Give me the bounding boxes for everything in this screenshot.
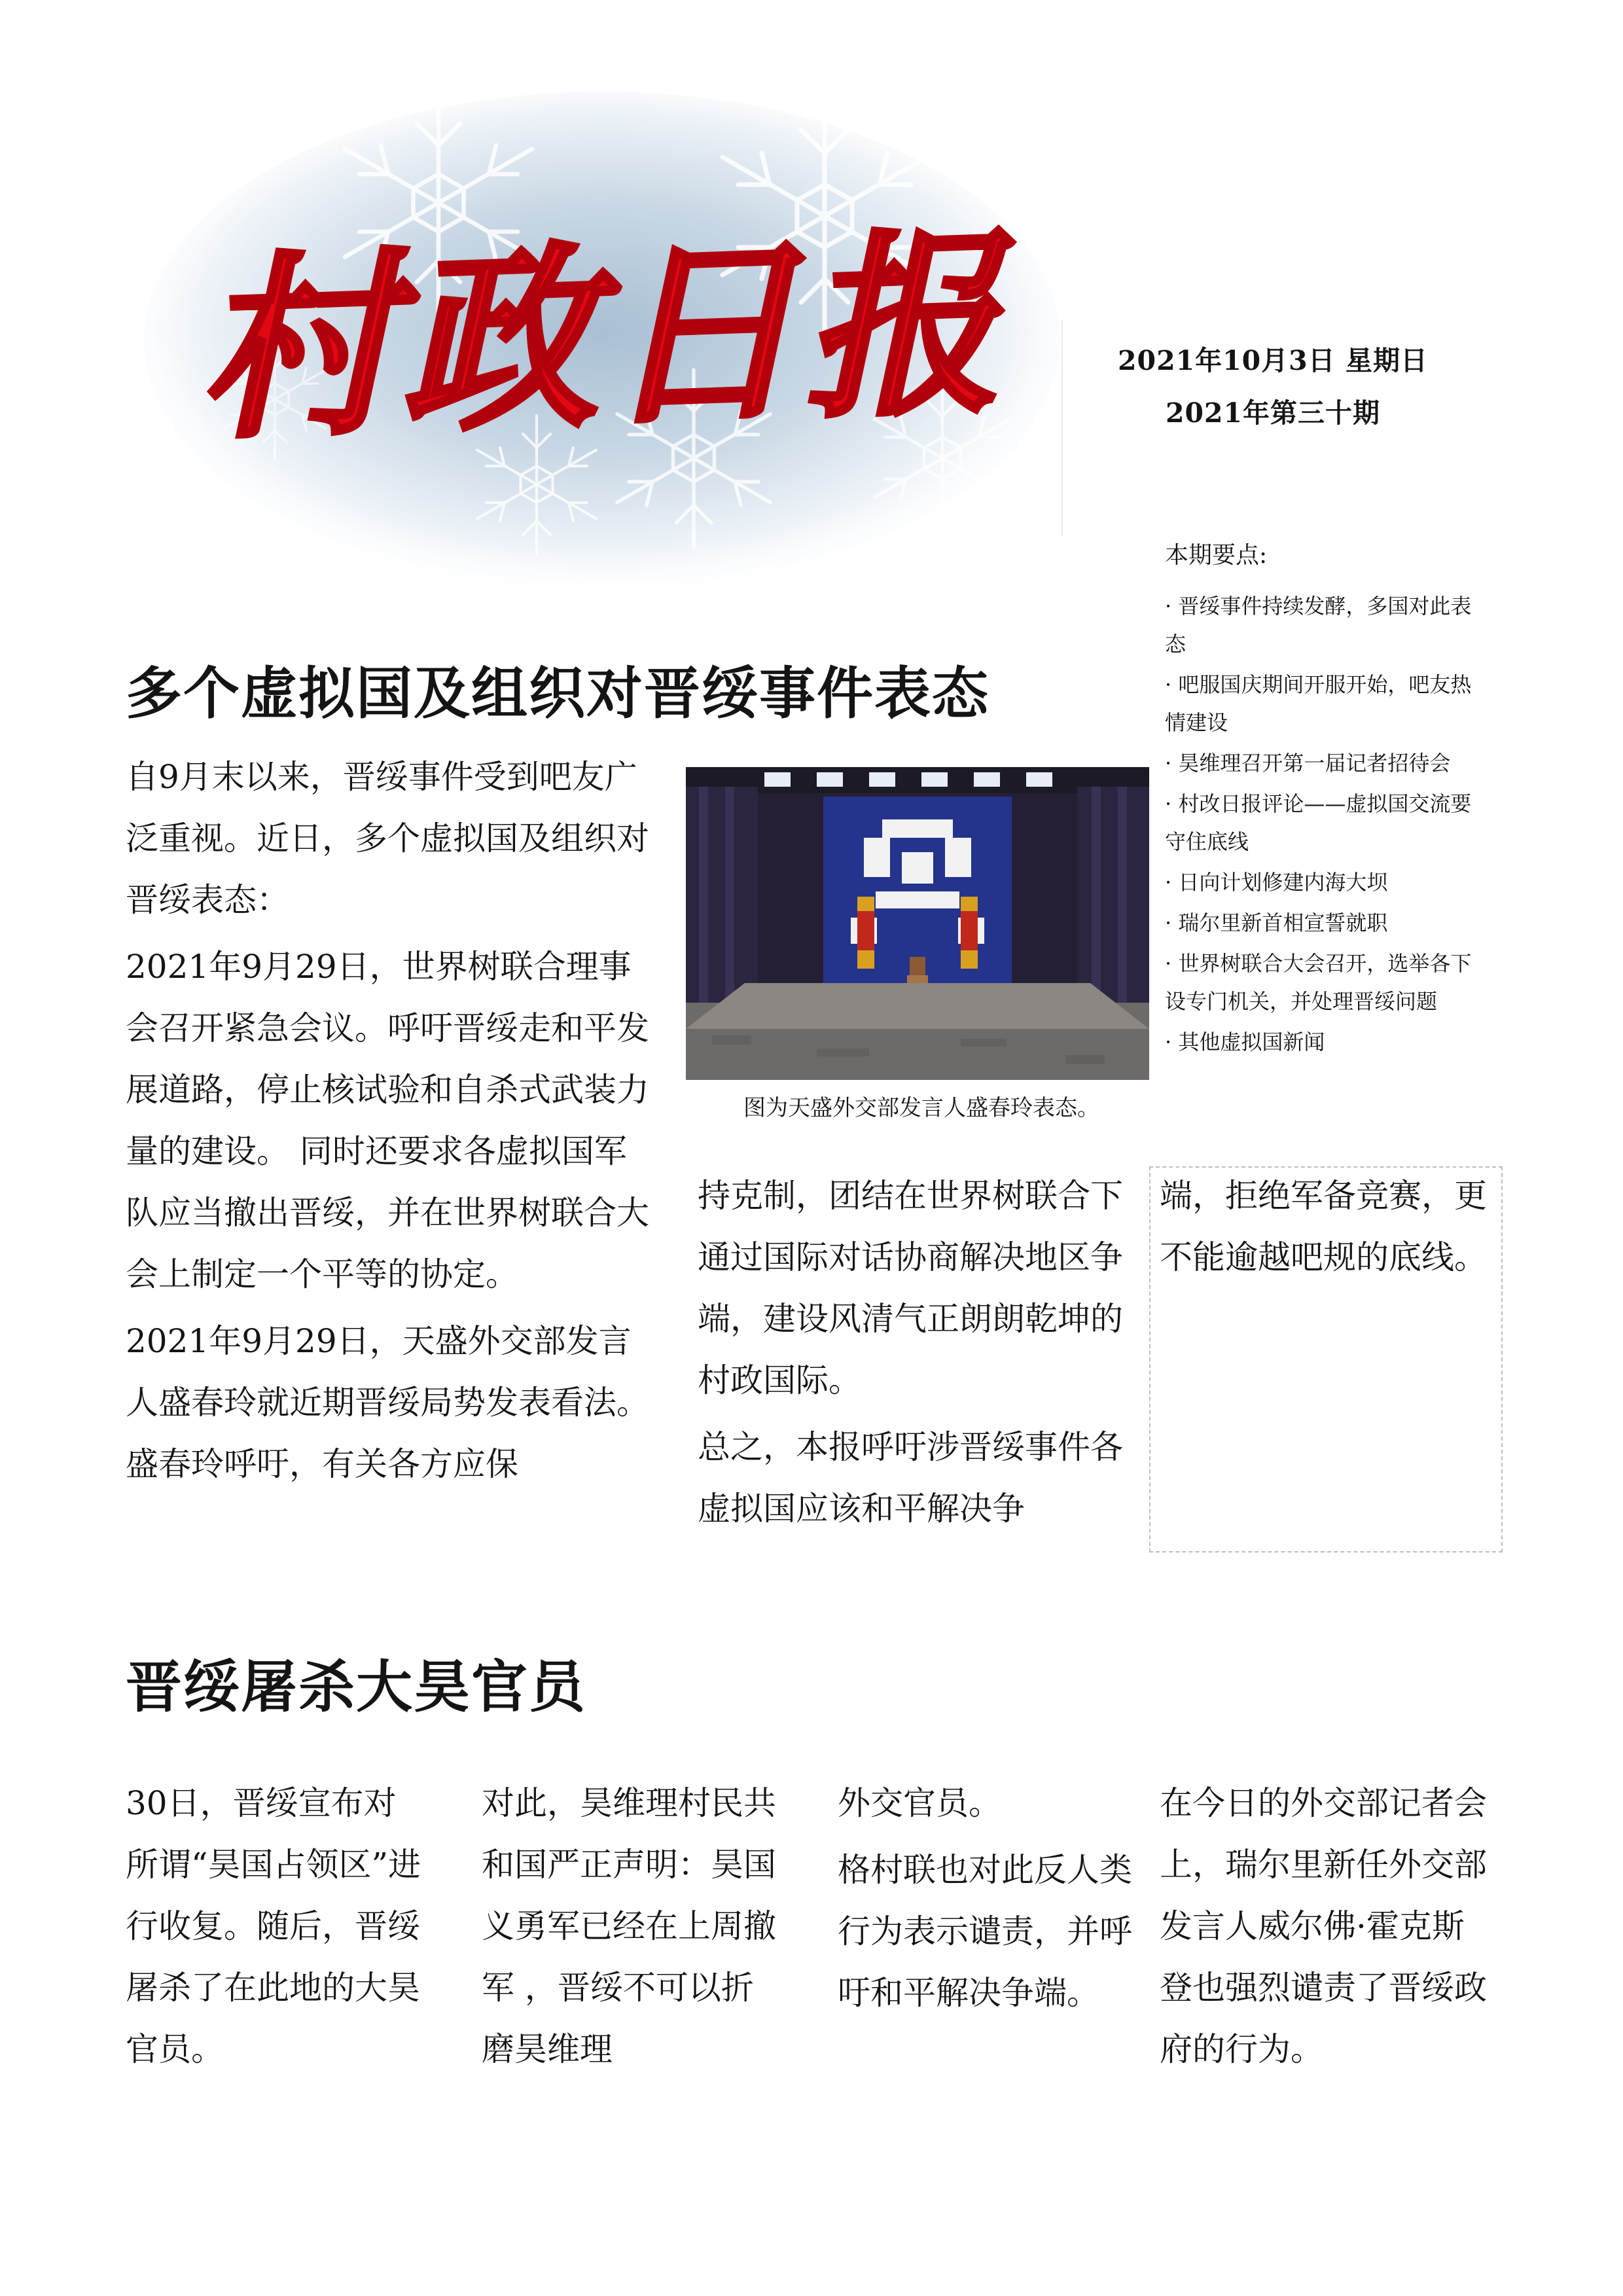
article2-column-1	[126, 1772, 427, 2085]
highlight-item: · 瑞尔里新首相宣誓就职	[1165, 910, 1388, 935]
masthead-logo-text: 村政日报	[194, 209, 1008, 467]
article1-headline: 多个虚拟国及组织对晋绥事件表态	[126, 660, 990, 726]
article2-column-3	[838, 1772, 1139, 2029]
paragraph: 2021年9月29日，世界树联合理事会召开紧急会议。呼吁晋绥走和平发展道路，停止核试验和自杀式武装力量的建设。 同时还要求各虚拟国军队应当撤出晋绥，并在世界树联合大会上制定一个平等的协定。	[126, 948, 649, 1293]
paragraph: 端，拒绝军备竞赛，更不能逾越吧规的底线。	[1160, 1177, 1487, 1276]
highlight-item: · 日向计划修建内海大坝	[1165, 870, 1388, 895]
highlight-item: · 世界树联合大会召开，选举各下设专门机关，并处理晋绥问题	[1165, 951, 1472, 1014]
date-line: 2021年10月3日 星期日	[1118, 345, 1428, 376]
paragraph: 对此，昊维理村民共和国严正声明：昊国义勇军已经在上周撤军 ，晋绥不可以折磨昊维理	[482, 1784, 776, 2068]
article1-column-2	[698, 1165, 1143, 1545]
paragraph: 2021年9月29日，天盛外交部发言人盛春玲就近期晋绥局势发表看法。 盛春玲呼吁，有关各方应保	[126, 1322, 649, 1483]
issue-line: 2021年第三十期	[1165, 397, 1381, 429]
masthead-logo	[131, 92, 1073, 589]
article2-column-2	[482, 1772, 783, 2085]
paragraph: 30日，晋绥宣布对所谓“昊国占领区”进行收复。随后，晋绥屠杀了在此地的大昊官员。	[126, 1784, 421, 2068]
paragraph: 持克制，团结在世界树联合下通过国际对话协商解决地区争端，建设风清气正朗朗乾坤的村政国际。	[698, 1177, 1123, 1399]
highlight-item: · 昊维理召开第一届记者招待会	[1165, 751, 1451, 776]
press-photo	[686, 767, 1149, 1080]
article1-column-1	[126, 746, 654, 1500]
photo-caption: 图为天盛外交部发言人盛春玲表态。	[743, 1095, 1099, 1121]
paragraph: 格村联也对此反人类行为表示谴责，并呼吁和平解决争端。	[838, 1851, 1132, 2012]
highlight-item: · 村改日报评论——虚拟国交流要守住底线	[1165, 791, 1472, 854]
article1-column-3	[1160, 1165, 1493, 1293]
paragraph: 在今日的外交部记者会上，瑞尔里新任外交部发言人威尔佛·霍克斯登也强烈谴责了晋绥政府的行为。	[1160, 1784, 1487, 2068]
article2-headline: 晋绥屠杀大昊官员	[126, 1654, 586, 1720]
highlight-item: · 吧服国庆期间开服开始，吧友热情建设	[1165, 672, 1472, 735]
highlights-title: 本期要点:	[1165, 542, 1268, 569]
paragraph: 自9月末以来，晋绥事件受到吧友广泛重视。近日，多个虚拟国及组织对晋绥表态：	[126, 758, 649, 919]
paragraph: 外交官员。	[838, 1784, 1001, 1822]
highlight-item: · 其他虚拟国新闻	[1165, 1030, 1325, 1054]
article2-column-4	[1160, 1772, 1487, 2085]
paragraph: 总之，本报呼吁涉晋绥事件各虚拟国应该和平解决争	[698, 1428, 1123, 1528]
highlights-box	[1165, 537, 1492, 1064]
highlight-item: · 晋绥事件持续发酵，多国对此表态	[1165, 594, 1472, 656]
